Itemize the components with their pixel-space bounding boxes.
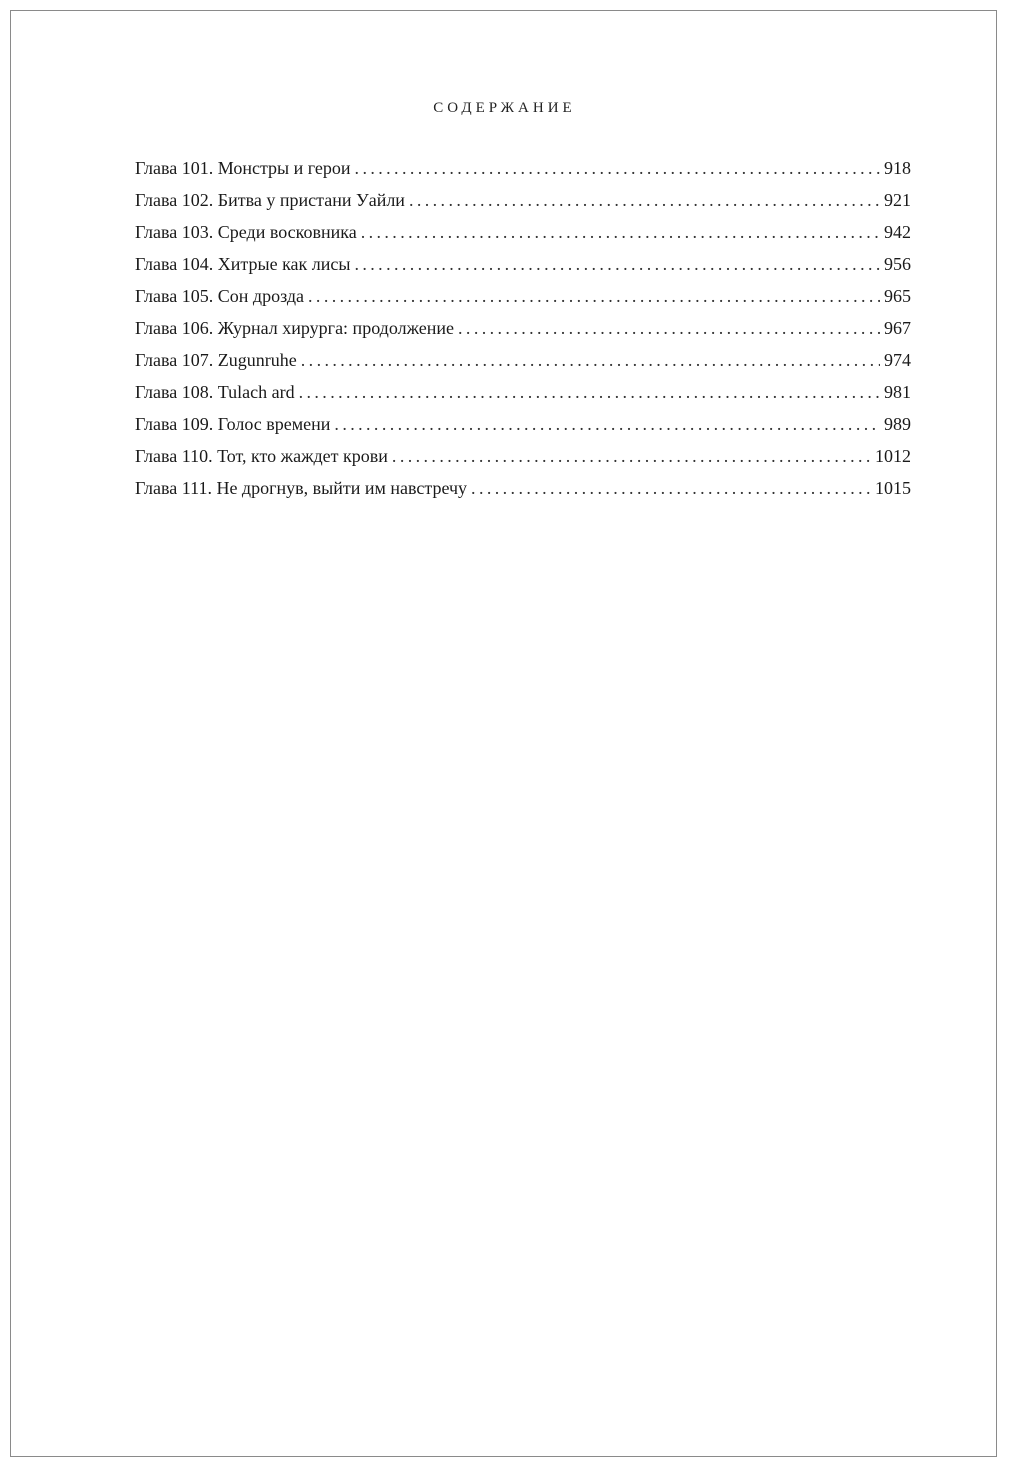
toc-dot-leader: [409, 184, 880, 216]
toc-dot-leader: [354, 248, 880, 280]
toc-entry: [135, 440, 911, 472]
toc-entry-page: 1012: [875, 446, 911, 466]
toc-entry-label: Глава 103. Среди восковника: [135, 222, 357, 242]
toc-entry-label: Глава 105. Сон дрозда: [135, 286, 305, 306]
toc-title: СОДЕРЖАНИЕ: [433, 100, 576, 116]
toc-entry-label: Глава 110. Тот, кто жаждет крови: [135, 446, 388, 466]
toc-dot-leader: [355, 152, 880, 184]
toc-entry: [135, 184, 911, 216]
toc-entry-page: 989: [884, 414, 911, 434]
toc-dot-leader: [301, 344, 880, 376]
toc-entry-page: 967: [884, 318, 911, 338]
toc-entry: [135, 472, 911, 504]
toc-entry-label: Глава 104. Хитрые как лисы: [135, 254, 351, 274]
toc-dot-leader: [361, 216, 880, 248]
toc-entry-label: Глава 102. Битва у пристани Уайли: [135, 190, 405, 210]
toc-dot-leader: [299, 376, 880, 408]
toc-dot-leader: [334, 408, 880, 440]
toc-entry-label: Глава 106. Журнал хирурга: продолжение: [135, 318, 455, 338]
toc-entry-page: 981: [884, 382, 911, 402]
toc-entry-label: Глава 111. Не дрогнув, выйти им навстречу: [135, 478, 468, 498]
toc-dot-leader: [458, 312, 880, 344]
toc-entry: [135, 216, 911, 248]
toc-dot-leader: [471, 472, 871, 504]
toc-entry-page: 942: [884, 222, 911, 242]
toc-entry: [135, 248, 911, 280]
toc-entry-label: Глава 109. Голос времени: [135, 414, 331, 434]
toc-entry-page: 956: [884, 254, 911, 274]
toc-entry-page: 965: [884, 286, 911, 306]
toc-entry: [135, 408, 911, 440]
toc-entry-page: 921: [884, 190, 911, 210]
toc-list: [135, 152, 911, 504]
toc-entry: [135, 280, 911, 312]
toc-dot-leader: [392, 440, 871, 472]
toc-entry: [135, 376, 911, 408]
toc-dot-leader: [308, 280, 880, 312]
toc-entry-label: Глава 101. Монстры и герои: [135, 158, 351, 178]
toc-entry: [135, 152, 911, 184]
toc-entry: [135, 312, 911, 344]
toc-entry-page: 1015: [875, 478, 911, 498]
toc-entry-page: 918: [884, 158, 911, 178]
toc-entry-label: Глава 107. Zugunruhe: [135, 350, 297, 370]
toc-entry: [135, 344, 911, 376]
toc-entry-page: 974: [884, 350, 911, 370]
toc-entry-label: Глава 108. Tulach ard: [135, 382, 295, 402]
